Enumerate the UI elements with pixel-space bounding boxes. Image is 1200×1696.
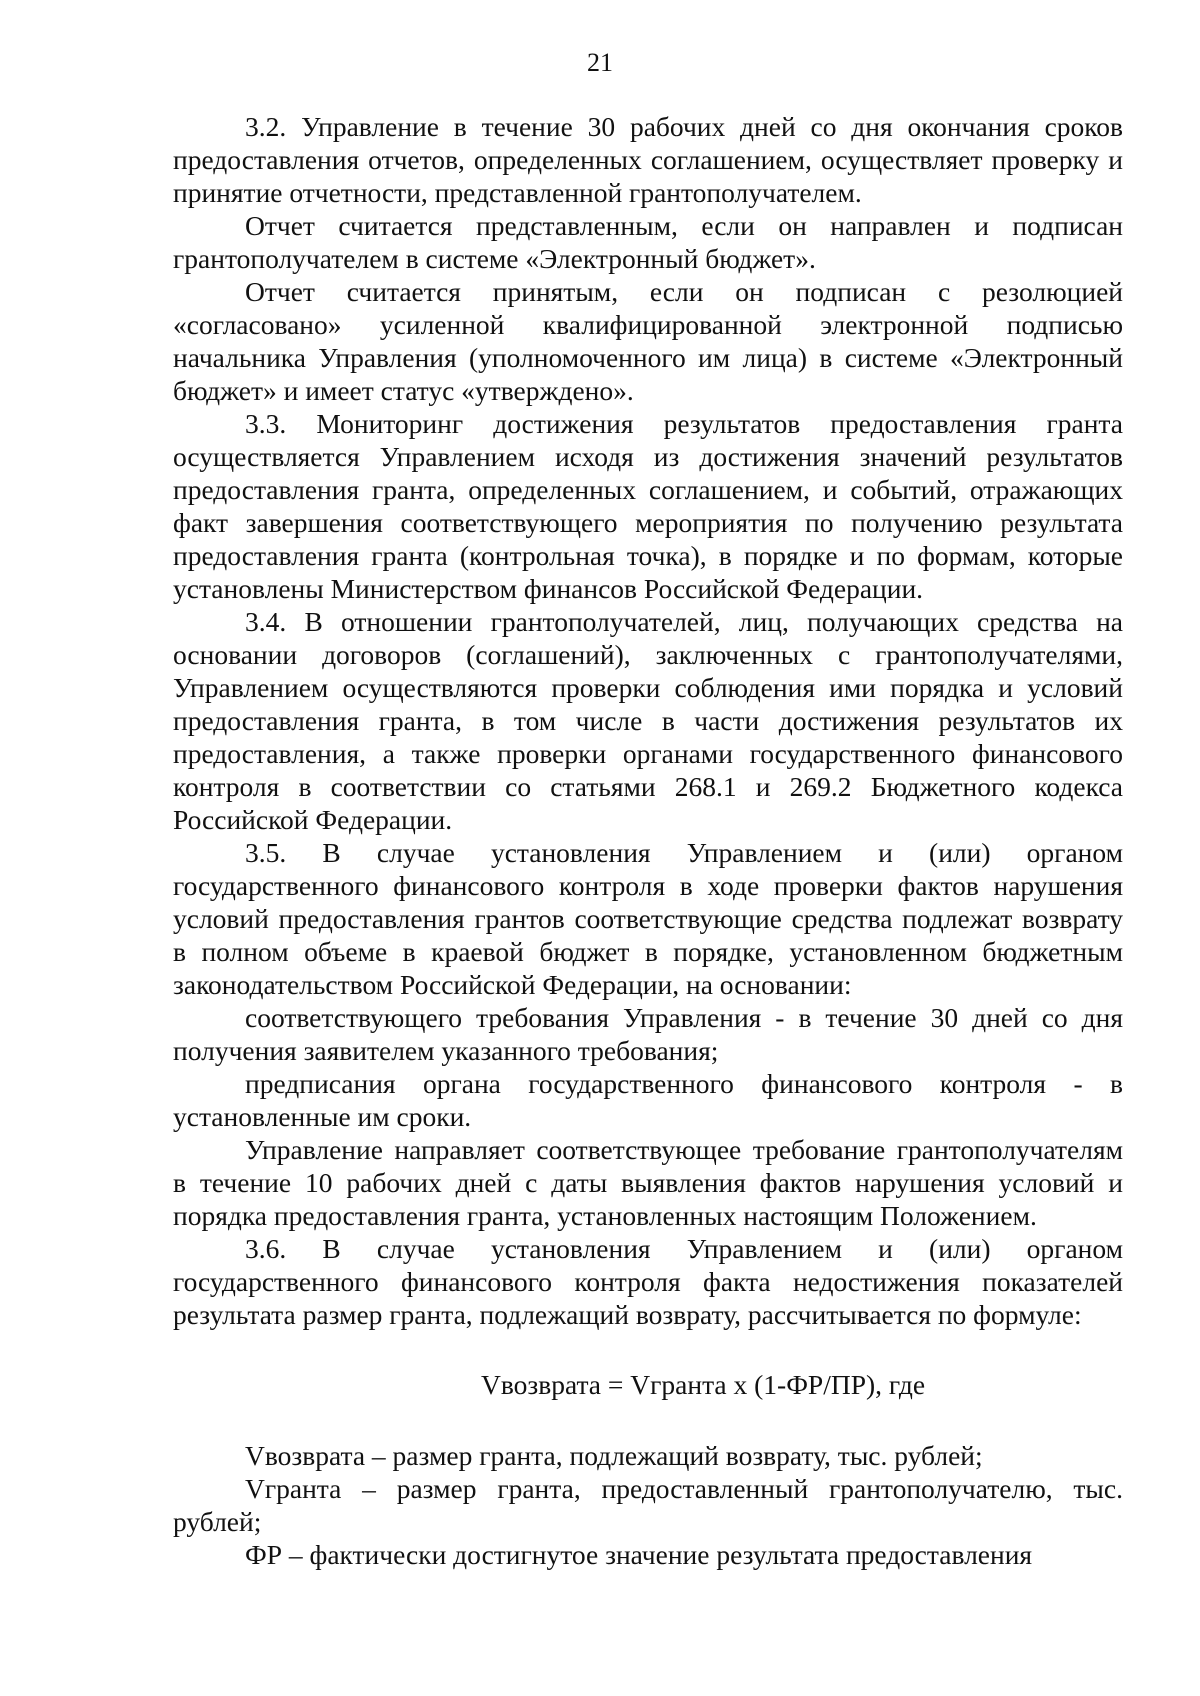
- paragraph-report-accepted: Отчет считается принятым, если он подписан с резолюцией «согласовано» усиленной квалифицированной электронной подписью начальника Управления (уполномоченного им лица) в системе «Электронный бюджет» и имеет статус «утверждено».: [173, 276, 1123, 406]
- page-number: 21: [587, 48, 613, 77]
- paragraph-3-2: 3.2. Управление в течение 30 рабочих дней со дня окончания сроков предоставления отчетов, определенных соглашением, осуществляет проверку и принятие отчетности, представленной грантополучателем.: [173, 111, 1123, 208]
- paragraph-3-4: 3.4. В отношении грантополучателей, лиц, получающих средства на основании договоров (соглашений), заключенных с грантополучателями, Управлением осуществляются проверки соблюдения ими порядка и условий предоставления гранта, в том числе в части достижения результатов их предоставления, а также проверки органами государственного финансового контроля в соответствии со статьями 268.1 и 269.2 Бюджетного кодекса Российской Федерации.: [173, 606, 1123, 835]
- paragraph-prescription: предписания органа государственного финансового контроля - в установленные им сроки.: [173, 1068, 1123, 1132]
- paragraph-3-3: 3.3. Мониторинг достижения результатов предоставления гранта осуществляется Управлением исходя из достижения значений результатов предоставления гранта, определенных соглашением, и событий, отражающих факт завершения соответствующего мероприятия по получению результата предоставления гранта (контрольная точка), в порядке и по формам, которые установлены Министерством финансов Российской Федерации.: [173, 408, 1123, 604]
- paragraph-management-sends: Управление направляет соответствующее требование грантополучателям в течение 10 рабочих дней с даты выявления фактов нарушения условий и порядка предоставления гранта, установленных настоящим Положением.: [173, 1134, 1123, 1231]
- paragraph-3-5: 3.5. В случае установления Управлением и (или) органом государственного финансового контроля в ходе проверки фактов нарушения условий предоставления грантов соответствующие средства подлежат возврату в полном объеме в краевой бюджет в порядке, установленном бюджетным законодательством Российской Федерации, на основании:: [173, 837, 1123, 1000]
- definition-v-return: Vвозврата – размер гранта, подлежащий возврату, тыс. рублей;: [245, 1440, 983, 1471]
- paragraph-3-6: 3.6. В случае установления Управлением и (или) органом государственного финансового контроля факта недостижения показателей результата размер гранта, подлежащий возврату, рассчитывается по формуле:: [173, 1233, 1123, 1330]
- paragraph-requirement: соответствующего требования Управления - в течение 30 дней со дня получения заявителем указанного требования;: [173, 1002, 1123, 1066]
- definition-fr: ФР – фактически достигнутое значение результата предоставления: [245, 1539, 1033, 1570]
- document-body: [173, 110, 1123, 1571]
- definition-v-grant: Vгранта – размер гранта, предоставленный грантополучателю, тыс. рублей;: [173, 1473, 1123, 1537]
- formula: Vвозврата = Vгранта x (1-ФР/ПР), где: [480, 1369, 926, 1400]
- paragraph-report-submitted: Отчет считается представленным, если он направлен и подписан грантополучателем в системе «Электронный бюджет».: [173, 210, 1123, 274]
